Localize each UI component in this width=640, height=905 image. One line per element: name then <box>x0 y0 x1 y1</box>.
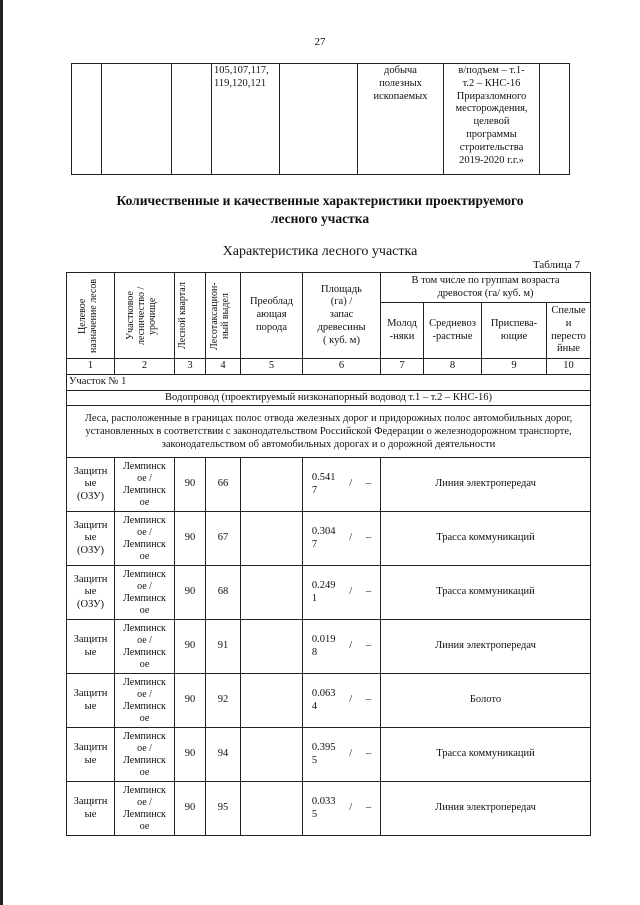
volume-dash: – <box>365 694 372 706</box>
cont-cell <box>280 64 358 175</box>
area-value: 0.019 8 <box>311 634 336 658</box>
object-label: Водопровод (проектируемый низконапорный водовод т.1 – т.2 – КНС-16) <box>67 390 591 406</box>
column-number: 5 <box>241 359 303 375</box>
area-cell <box>303 674 381 728</box>
area-cell <box>303 566 381 620</box>
purpose-cell: Защитн ые (ОЗУ) <box>67 566 115 620</box>
plot-cell: 92 <box>206 674 241 728</box>
column-number: 8 <box>424 359 482 375</box>
usage-cell: Болото <box>381 674 591 728</box>
usage-cell: Линия электропередач <box>381 458 591 512</box>
purpose-cell: Защитн ые <box>67 620 115 674</box>
forest-plot-table <box>66 272 591 836</box>
quarter-cell: 90 <box>175 728 206 782</box>
header-age-groups: В том числе по группам возраста древостоя (га/ куб. м) <box>381 273 591 303</box>
column-number: 10 <box>547 359 591 375</box>
volume-dash: – <box>365 532 372 544</box>
area-separator: / <box>349 586 353 598</box>
header-area: Площадь (га) / запас древесины ( куб. м) <box>303 273 381 359</box>
header-middle-aged: Средневоз -растные <box>424 303 482 359</box>
volume-dash: – <box>365 748 372 760</box>
area-separator: / <box>349 802 353 814</box>
header-plot: Лесотаксацион-ный выдел <box>206 273 241 359</box>
area-separator: / <box>349 694 353 706</box>
purpose-cell: Защитн ые <box>67 728 115 782</box>
area-value: 0.304 7 <box>311 526 336 550</box>
continuation-table <box>71 63 570 175</box>
table-row <box>67 782 591 836</box>
quarter-cell: 90 <box>175 566 206 620</box>
section-heading: Количественные и качественные характеристики проектируемого лесного участка <box>116 193 524 226</box>
column-number: 1 <box>67 359 115 375</box>
area-separator: / <box>349 640 353 652</box>
left-margin-bar <box>0 0 3 905</box>
species-cell <box>241 728 303 782</box>
forestry-cell: Лемпинск ое / Лемпинск ое <box>115 620 175 674</box>
cont-cell <box>102 64 172 175</box>
plot-cell: 66 <box>206 458 241 512</box>
species-cell <box>241 458 303 512</box>
purpose-cell: Защитн ые (ОЗУ) <box>67 458 115 512</box>
header-species: Преоблад ающая порода <box>241 273 303 359</box>
column-number: 9 <box>482 359 547 375</box>
plot-cell: 94 <box>206 728 241 782</box>
volume-dash: – <box>365 478 372 490</box>
quarter-cell: 90 <box>175 512 206 566</box>
continuation-row <box>72 64 570 175</box>
usage-cell: Линия электропередач <box>381 782 591 836</box>
usage-cell: Трасса коммуникаций <box>381 566 591 620</box>
volume-dash: – <box>365 586 372 598</box>
forest-category-description: Леса, расположенные в границах полос отвода железных дорог и придорожных полос автомобильных дорог, установленных в соответствии с законодательством Российской Федерации о железнодорожном транспорте, законодательством об автомобильных дорогах и о дорожной деятельности <box>67 406 591 458</box>
area-value: 0.395 5 <box>311 742 336 766</box>
area-cell <box>303 620 381 674</box>
plot-cell: 95 <box>206 782 241 836</box>
area-value: 0.033 5 <box>311 796 336 820</box>
table-row <box>67 458 591 512</box>
header-forestry: Участковое лесничество / урочище <box>115 273 175 359</box>
species-cell <box>241 512 303 566</box>
cont-object: в/подъем – т.1- т.2 – КНС-16 Приразломного месторождения, целевой программы строительства 2019-2020 г.г.» <box>444 64 540 175</box>
forestry-cell: Лемпинск ое / Лемпинск ое <box>115 458 175 512</box>
volume-dash: – <box>365 640 372 652</box>
table-row <box>67 674 591 728</box>
usage-cell: Линия электропередач <box>381 620 591 674</box>
column-number: 4 <box>206 359 241 375</box>
column-number: 7 <box>381 359 424 375</box>
area-separator: / <box>349 478 353 490</box>
page-number: 27 <box>314 36 326 48</box>
cont-cell <box>72 64 102 175</box>
area-value: 0.541 7 <box>311 472 336 496</box>
column-number: 3 <box>175 359 206 375</box>
area-separator: / <box>349 748 353 760</box>
area-cell <box>303 728 381 782</box>
quarter-cell: 90 <box>175 620 206 674</box>
cont-purpose: добыча полезных ископаемых <box>358 64 444 175</box>
column-numbers-row <box>67 359 591 375</box>
purpose-cell: Защитн ые (ОЗУ) <box>67 512 115 566</box>
table-label: Таблица 7 <box>532 259 580 271</box>
area-cell <box>303 458 381 512</box>
table-title: Характеристика лесного участка <box>222 244 418 259</box>
column-number: 6 <box>303 359 381 375</box>
area-cell <box>303 782 381 836</box>
area-cell <box>303 512 381 566</box>
header-quarter: Лесной квартал <box>175 273 206 359</box>
header-young: Молод -няки <box>381 303 424 359</box>
table-row <box>67 512 591 566</box>
forestry-cell: Лемпинск ое / Лемпинск ое <box>115 782 175 836</box>
table-row <box>67 566 591 620</box>
forestry-cell: Лемпинск ое / Лемпинск ое <box>115 674 175 728</box>
table-row <box>67 620 591 674</box>
section-label: Участок № 1 <box>67 374 591 390</box>
plot-cell: 91 <box>206 620 241 674</box>
area-value: 0.063 4 <box>311 688 336 712</box>
area-separator: / <box>349 532 353 544</box>
area-value: 0.249 1 <box>311 580 336 604</box>
cont-plot-list: 105,107,117, 119,120,121 <box>212 64 280 175</box>
quarter-cell: 90 <box>175 458 206 512</box>
forestry-cell: Лемпинск ое / Лемпинск ое <box>115 512 175 566</box>
forestry-cell: Лемпинск ое / Лемпинск ое <box>115 566 175 620</box>
column-number: 2 <box>115 359 175 375</box>
header-mature: Спелые и пересто йные <box>547 303 591 359</box>
usage-cell: Трасса коммуникаций <box>381 728 591 782</box>
quarter-cell: 90 <box>175 674 206 728</box>
cont-cell <box>540 64 570 175</box>
plot-cell: 67 <box>206 512 241 566</box>
forestry-cell: Лемпинск ое / Лемпинск ое <box>115 728 175 782</box>
table-row <box>67 728 591 782</box>
quarter-cell: 90 <box>175 782 206 836</box>
header-purpose: Целевое назначение лесов <box>67 273 115 359</box>
purpose-cell: Защитн ые <box>67 674 115 728</box>
species-cell <box>241 566 303 620</box>
cont-cell <box>172 64 212 175</box>
usage-cell: Трасса коммуникаций <box>381 512 591 566</box>
species-cell <box>241 674 303 728</box>
species-cell <box>241 782 303 836</box>
species-cell <box>241 620 303 674</box>
plot-cell: 68 <box>206 566 241 620</box>
header-maturing: Приспева- ющие <box>482 303 547 359</box>
purpose-cell: Защитн ые <box>67 782 115 836</box>
volume-dash: – <box>365 802 372 814</box>
